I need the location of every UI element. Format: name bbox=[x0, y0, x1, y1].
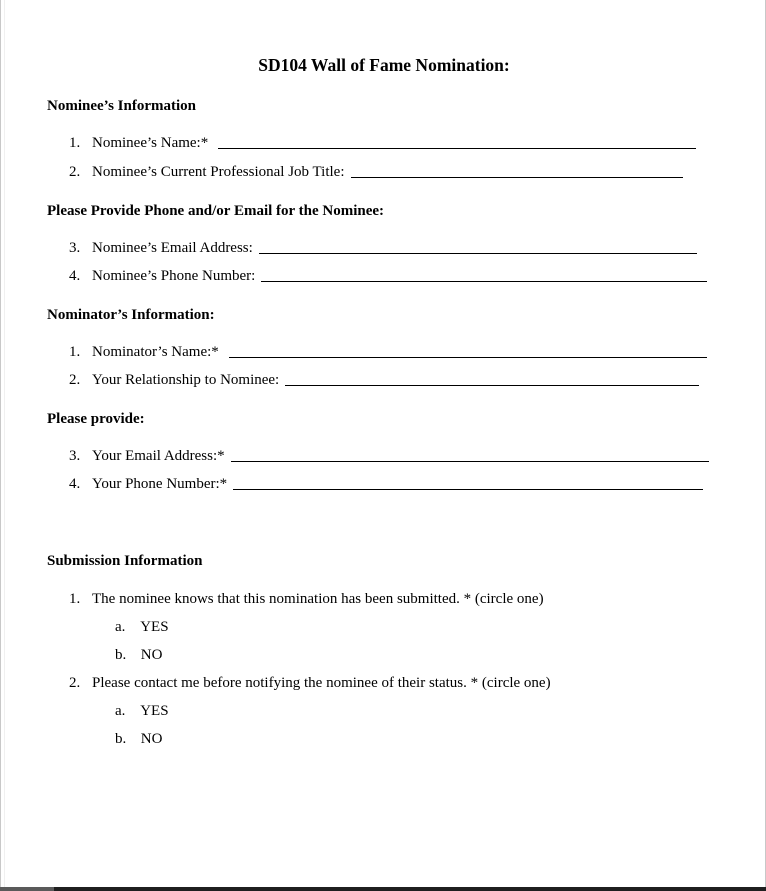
field-number: 2. bbox=[69, 372, 81, 388]
field-label: Nominee’s Phone Number: bbox=[92, 268, 256, 284]
question-nominee-knows bbox=[69, 591, 544, 608]
option-letter: a. bbox=[115, 619, 126, 635]
field-label: Nominee’s Email Address: bbox=[92, 240, 253, 256]
bottom-bar-segment bbox=[0, 887, 54, 891]
nominator-name-blank-line[interactable] bbox=[229, 356, 707, 358]
field-label: Your Relationship to Nominee: bbox=[92, 372, 280, 388]
field-number: 1. bbox=[69, 135, 81, 151]
field-your-email[interactable] bbox=[69, 448, 709, 465]
question-text: The nominee knows that this nomination has been submitted. * (circle one) bbox=[92, 591, 544, 607]
option-yes[interactable] bbox=[115, 703, 169, 720]
section-heading-please-provide: Please provide: bbox=[47, 411, 145, 427]
field-your-phone[interactable] bbox=[69, 476, 703, 493]
question-text: Please contact me before notifying the nominee of their status. * (circle one) bbox=[92, 675, 551, 691]
option-label: NO bbox=[140, 731, 163, 747]
nominee-phone-blank-line[interactable] bbox=[261, 280, 707, 282]
your-email-blank-line[interactable] bbox=[231, 460, 709, 462]
field-number: 3. bbox=[69, 240, 81, 256]
field-label: Nominee’s Current Professional Job Title: bbox=[92, 164, 345, 180]
field-number: 3. bbox=[69, 448, 81, 464]
your-phone-blank-line[interactable] bbox=[233, 488, 703, 490]
option-label: NO bbox=[140, 647, 163, 663]
field-label: Your Email Address:* bbox=[92, 448, 225, 464]
field-label: Nominator’s Name:* bbox=[92, 344, 219, 360]
option-no[interactable] bbox=[115, 731, 162, 748]
field-nominee-name[interactable] bbox=[69, 135, 696, 152]
option-label: YES bbox=[140, 703, 169, 719]
question-number: 2. bbox=[69, 675, 81, 691]
section-heading-nominee-contact: Please Provide Phone and/or Email for the Nominee: bbox=[47, 203, 385, 219]
relationship-blank-line[interactable] bbox=[285, 384, 699, 386]
section-heading-nominator-info: Nominator’s Information: bbox=[47, 307, 215, 323]
field-number: 2. bbox=[69, 164, 81, 180]
field-number: 1. bbox=[69, 344, 81, 360]
field-nominator-name[interactable] bbox=[69, 344, 707, 361]
question-contact-before-notifying bbox=[69, 675, 551, 692]
section-heading-nominee-info: Nominee’s Information bbox=[47, 98, 197, 114]
nominee-email-blank-line[interactable] bbox=[259, 252, 697, 254]
field-nominee-phone[interactable] bbox=[69, 268, 707, 285]
document-title: SD104 Wall of Fame Nomination: bbox=[258, 55, 510, 75]
option-letter: a. bbox=[115, 703, 126, 719]
field-number: 4. bbox=[69, 268, 81, 284]
option-label: YES bbox=[140, 619, 169, 635]
bottom-bar bbox=[0, 887, 766, 891]
option-no[interactable] bbox=[115, 647, 162, 664]
field-relationship[interactable] bbox=[69, 372, 699, 389]
option-letter: b. bbox=[115, 647, 127, 663]
nominee-job-title-blank-line[interactable] bbox=[351, 176, 683, 178]
field-nominee-email[interactable] bbox=[69, 240, 697, 257]
nominee-name-blank-line[interactable] bbox=[218, 147, 696, 149]
section-heading-submission-info: Submission Information bbox=[47, 553, 203, 569]
field-label: Nominee’s Name:* bbox=[92, 135, 209, 151]
option-letter: b. bbox=[115, 731, 127, 747]
question-number: 1. bbox=[69, 591, 81, 607]
field-number: 4. bbox=[69, 476, 81, 492]
field-nominee-job-title[interactable] bbox=[69, 164, 683, 181]
field-label: Your Phone Number:* bbox=[92, 476, 228, 492]
option-yes[interactable] bbox=[115, 619, 169, 636]
